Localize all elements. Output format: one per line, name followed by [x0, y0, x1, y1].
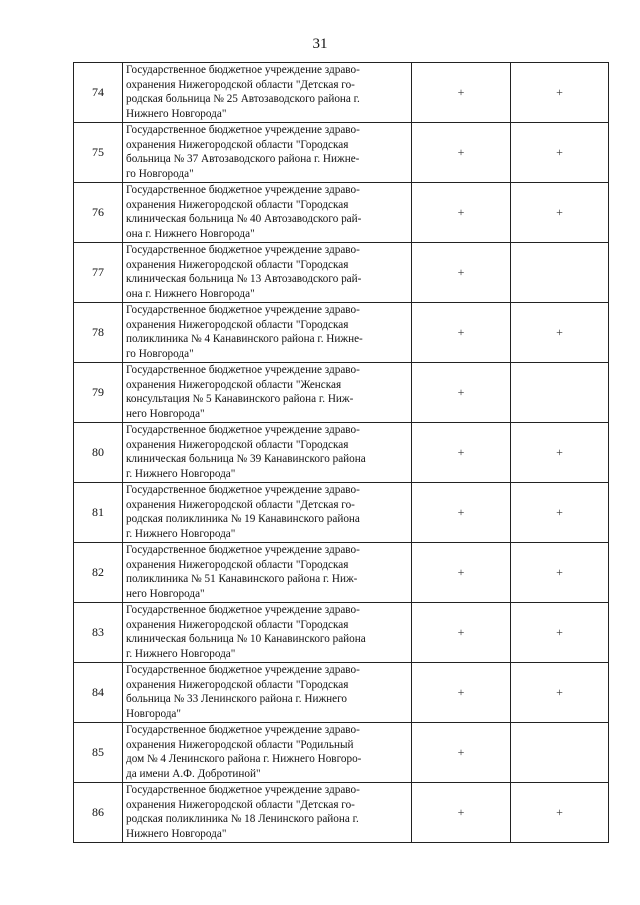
- mark-column-a: +: [412, 243, 511, 303]
- row-number: 75: [74, 123, 123, 183]
- table-row: [74, 363, 609, 423]
- mark-column-b: +: [511, 183, 609, 243]
- institution-name: [123, 663, 412, 723]
- institution-name-line: она г. Нижнего Новгорода": [126, 227, 255, 240]
- institution-name-line: клиническая больница № 13 Автозаводского рай-: [126, 273, 362, 286]
- institution-name-line: Нижнего Новгорода": [126, 827, 227, 840]
- mark-column-b: +: [511, 423, 609, 483]
- mark-column-b: [511, 243, 609, 303]
- institution-name-line: охранения Нижегородской области "Детская го-: [126, 798, 355, 811]
- institution-name-line: клиническая больница № 40 Автозаводского рай-: [126, 213, 362, 226]
- table-row: [74, 783, 609, 843]
- mark-column-a: +: [412, 363, 511, 423]
- institution-name-line: родская поликлиника № 18 Ленинского района г.: [126, 813, 359, 826]
- institution-name-line: охранения Нижегородской области "Городская: [126, 258, 349, 271]
- institution-name: [123, 543, 412, 603]
- mark-column-b: +: [511, 543, 609, 603]
- institution-name: [123, 63, 412, 123]
- institution-name-line: него Новгорода": [126, 587, 205, 600]
- institution-name-line: него Новгорода": [126, 407, 205, 420]
- mark-column-b: +: [511, 483, 609, 543]
- institution-name-line: Государственное бюджетное учреждение здраво-: [126, 544, 360, 556]
- institution-name: [123, 183, 412, 243]
- institution-name-line: охранения Нижегородской области "Родильный: [126, 738, 354, 751]
- row-number: 76: [74, 183, 123, 243]
- institution-name-line: больница № 37 Автозаводского района г. Нижне-: [126, 153, 360, 166]
- row-number: 79: [74, 363, 123, 423]
- institution-name-line: охранения Нижегородской области "Детская го-: [126, 78, 355, 91]
- institution-name-line: Государственное бюджетное учреждение здраво-: [126, 364, 360, 376]
- table-body: [74, 63, 609, 843]
- institution-name-line: Государственное бюджетное учреждение здраво-: [126, 184, 360, 196]
- row-number: 83: [74, 603, 123, 663]
- institution-name-line: Государственное бюджетное учреждение здраво-: [126, 244, 360, 256]
- mark-column-a: +: [412, 723, 511, 783]
- mark-column-b: [511, 363, 609, 423]
- table-row: [74, 423, 609, 483]
- row-number: 78: [74, 303, 123, 363]
- institution-name-line: Государственное бюджетное учреждение здраво-: [126, 784, 360, 796]
- table-row: [74, 663, 609, 723]
- table-row: [74, 243, 609, 303]
- mark-column-a: +: [412, 603, 511, 663]
- institution-name-line: Новгорода": [126, 707, 181, 720]
- table-row: [74, 483, 609, 543]
- institution-name-line: Государственное бюджетное учреждение здраво-: [126, 304, 360, 316]
- institution-name: [123, 423, 412, 483]
- row-number: 80: [74, 423, 123, 483]
- institution-name: [123, 303, 412, 363]
- mark-column-b: +: [511, 783, 609, 843]
- page-number: 31: [312, 36, 328, 52]
- row-number: 84: [74, 663, 123, 723]
- institution-name-line: поликлиника № 4 Канавинского района г. Нижне-: [126, 333, 363, 346]
- institution-name-line: Государственное бюджетное учреждение здраво-: [126, 664, 360, 676]
- institution-name-line: Государственное бюджетное учреждение здраво-: [126, 724, 360, 736]
- institution-name-line: Государственное бюджетное учреждение здраво-: [126, 64, 360, 76]
- row-number: 81: [74, 483, 123, 543]
- institution-name: [123, 483, 412, 543]
- institution-name-line: Государственное бюджетное учреждение здраво-: [126, 604, 360, 616]
- table-row: [74, 183, 609, 243]
- mark-column-a: +: [412, 123, 511, 183]
- table-row: [74, 303, 609, 363]
- institution-name-line: да имени А.Ф. Добротиной": [126, 767, 261, 780]
- institution-name-line: она г. Нижнего Новгорода": [126, 287, 255, 300]
- mark-column-a: +: [412, 423, 511, 483]
- institution-name: [123, 783, 412, 843]
- mark-column-b: +: [511, 663, 609, 723]
- institution-name: [123, 723, 412, 783]
- institution-name-line: охранения Нижегородской области "Городская: [126, 438, 349, 451]
- table-row: [74, 63, 609, 123]
- mark-column-b: +: [511, 303, 609, 363]
- institution-name-line: охранения Нижегородской области "Городская: [126, 318, 349, 331]
- table-row: [74, 543, 609, 603]
- table-row: [74, 603, 609, 663]
- institution-name: [123, 363, 412, 423]
- institution-name-line: го Новгорода": [126, 347, 194, 360]
- mark-column-b: +: [511, 123, 609, 183]
- institution-name-line: Нижнего Новгорода": [126, 107, 227, 120]
- institution-name-line: родская поликлиника № 19 Канавинского района: [126, 513, 360, 526]
- mark-column-b: +: [511, 63, 609, 123]
- institution-name-line: Государственное бюджетное учреждение здраво-: [126, 484, 360, 496]
- mark-column-b: +: [511, 603, 609, 663]
- institution-name-line: охранения Нижегородской области "Городская: [126, 618, 349, 631]
- institution-name-line: больница № 33 Ленинского района г. Нижнего: [126, 693, 348, 706]
- institution-name-line: охранения Нижегородской области "Городская: [126, 198, 349, 211]
- mark-column-a: +: [412, 543, 511, 603]
- row-number: 82: [74, 543, 123, 603]
- institution-name-line: консультация № 5 Канавинского района г. Ниж-: [126, 393, 354, 406]
- mark-column-a: +: [412, 663, 511, 723]
- table-row: [74, 723, 609, 783]
- mark-column-a: +: [412, 483, 511, 543]
- institution-name: [123, 603, 412, 663]
- institution-name: [123, 243, 412, 303]
- institution-name-line: охранения Нижегородской области "Женская: [126, 378, 342, 391]
- institution-name: [123, 123, 412, 183]
- institution-name-line: охранения Нижегородской области "Городская: [126, 138, 349, 151]
- institution-name-line: г. Нижнего Новгорода": [126, 527, 236, 540]
- mark-column-a: +: [412, 303, 511, 363]
- row-number: 85: [74, 723, 123, 783]
- mark-column-a: +: [412, 783, 511, 843]
- row-number: 77: [74, 243, 123, 303]
- institutions-table: [73, 62, 609, 843]
- institution-name-line: дом № 4 Ленинского района г. Нижнего Новгоро-: [126, 753, 362, 766]
- mark-column-a: +: [412, 183, 511, 243]
- institution-name-line: охранения Нижегородской области "Городская: [126, 558, 349, 571]
- institution-name-line: Государственное бюджетное учреждение здраво-: [126, 424, 360, 436]
- table-row: [74, 123, 609, 183]
- row-number: 74: [74, 63, 123, 123]
- institution-name-line: клиническая больница № 10 Канавинского района: [126, 633, 366, 646]
- institution-name-line: охранения Нижегородской области "Детская го-: [126, 498, 355, 511]
- institution-name-line: родская больница № 25 Автозаводского района г.: [126, 93, 360, 106]
- row-number: 86: [74, 783, 123, 843]
- institution-name-line: поликлиника № 51 Канавинского района г. Ниж-: [126, 573, 358, 586]
- mark-column-a: +: [412, 63, 511, 123]
- institution-name-line: клиническая больница № 39 Канавинского района: [126, 453, 366, 466]
- institution-name-line: охранения Нижегородской области "Городская: [126, 678, 349, 691]
- institution-name-line: г. Нижнего Новгорода": [126, 647, 236, 660]
- institution-name-line: Государственное бюджетное учреждение здраво-: [126, 124, 360, 136]
- mark-column-b: [511, 723, 609, 783]
- institution-name-line: г. Нижнего Новгорода": [126, 467, 236, 480]
- institution-name-line: го Новгорода": [126, 167, 194, 180]
